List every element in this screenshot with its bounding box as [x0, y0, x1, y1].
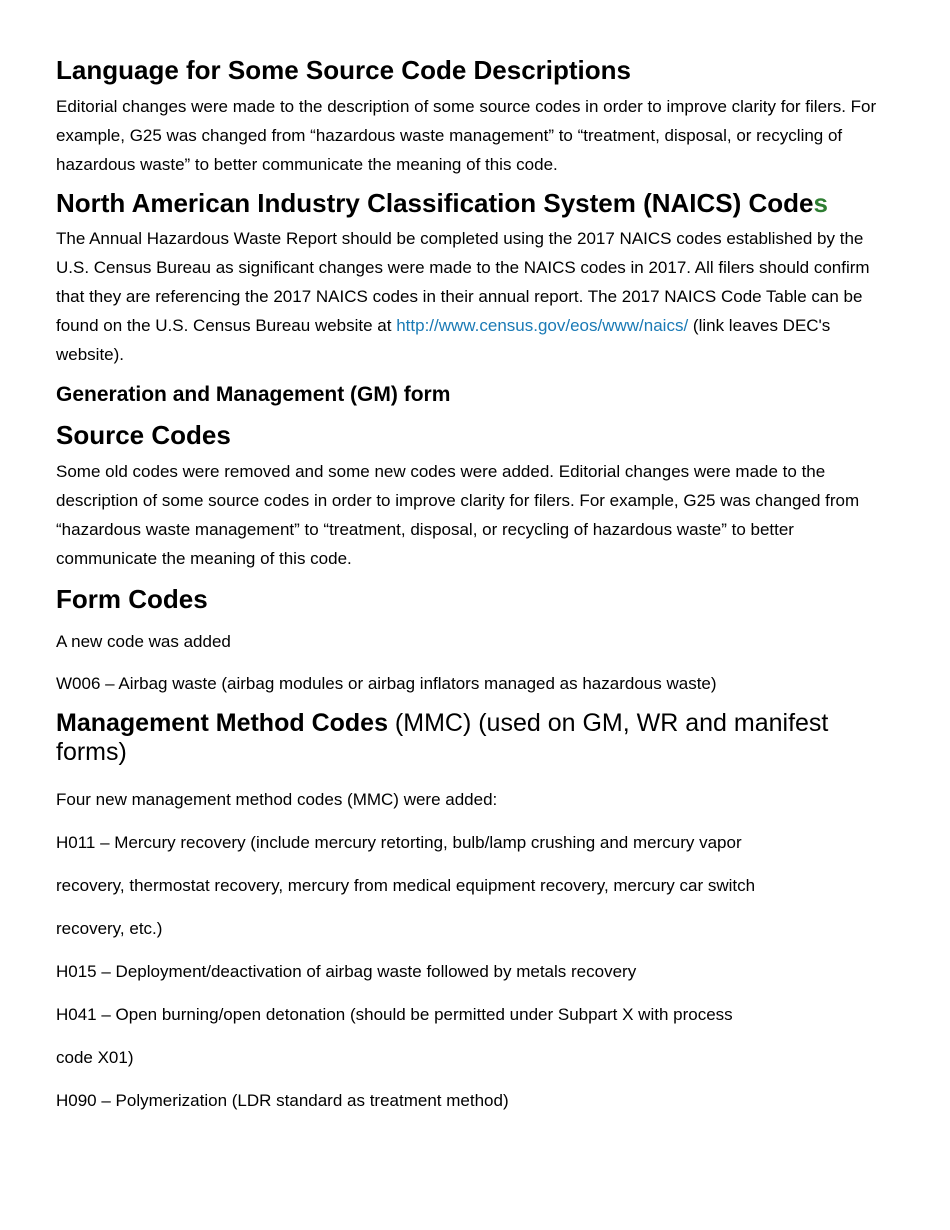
heading-form-codes: Form Codes	[56, 584, 208, 614]
form-codes-intro: A new code was added	[56, 632, 231, 651]
mmc-h041-line1: H041 – Open burning/open detonation (should be permitted under Subpart X with process	[56, 1005, 733, 1024]
paragraph-naics-tail: (link leaves DEC's website).	[56, 316, 831, 364]
naics-link[interactable]: http://www.census.gov/eos/www/naics/	[396, 316, 689, 335]
mmc-h015: H015 – Deployment/deactivation of airbag waste followed by metals recovery	[56, 962, 637, 981]
mmc-intro: Four new management method codes (MMC) were added:	[56, 790, 498, 809]
heading-language-source-codes: Language for Some Source Code Descriptions	[56, 55, 631, 85]
paragraph-source-codes: Some old codes were removed and some new codes were added. Editorial changes were made to the description of some source codes in order to improve clarity for filers. For example, G25 was changed from “hazardous waste management” to “treatment, disposal, or recycling of hazardous waste” to better communicate the meaning of this code.	[56, 462, 860, 568]
paragraph-naics-text: The Annual Hazardous Waste Report should be completed using the 2017 NAICS codes established by the U.S. Census Bureau as significant changes were made to the NAICS codes in 2017. All filers should confirm that they are referencing the 2017 NAICS codes in their annual report. The 2017 NAICS Code Table can be found on the U.S. Census Bureau website at	[56, 229, 870, 335]
mmc-h041-line2: code X01)	[56, 1048, 134, 1067]
heading-gm-form: Generation and Management (GM) form	[56, 383, 451, 406]
heading-mmc-normal-1: (MMC) (used on GM, WR and manifest	[387, 709, 829, 737]
heading-naics-text: North American Industry Classification System (NAICS) Code	[56, 188, 814, 218]
heading-naics	[56, 187, 894, 219]
heading-naics-last-letter: s	[813, 188, 828, 218]
heading-mmc-bold: Management Method Codes	[56, 709, 388, 737]
heading-mmc	[56, 709, 894, 767]
form-code-w006: W006 – Airbag waste (airbag modules or airbag inflators managed as hazardous waste)	[56, 674, 717, 693]
paragraph-language: Editorial changes were made to the description of some source codes in order to improve clarity for filers. For example, G25 was changed from “hazardous waste management” to “treatment, disposal, or recycling of hazardous waste” to better communicate the meaning of this code.	[56, 97, 877, 174]
mmc-h011-line1: H011 – Mercury recovery (include mercury retorting, bulb/lamp crushing and mercury vapor	[56, 833, 742, 852]
mmc-h011-line3: recovery, etc.)	[56, 919, 163, 938]
paragraph-naics	[56, 224, 896, 369]
mmc-h011-line2: recovery, thermostat recovery, mercury from medical equipment recovery, mercury car switch	[56, 876, 756, 895]
heading-source-codes: Source Codes	[56, 420, 231, 450]
heading-mmc-normal-2: forms)	[56, 738, 127, 766]
mmc-h090: H090 – Polymerization (LDR standard as treatment method)	[56, 1091, 509, 1110]
